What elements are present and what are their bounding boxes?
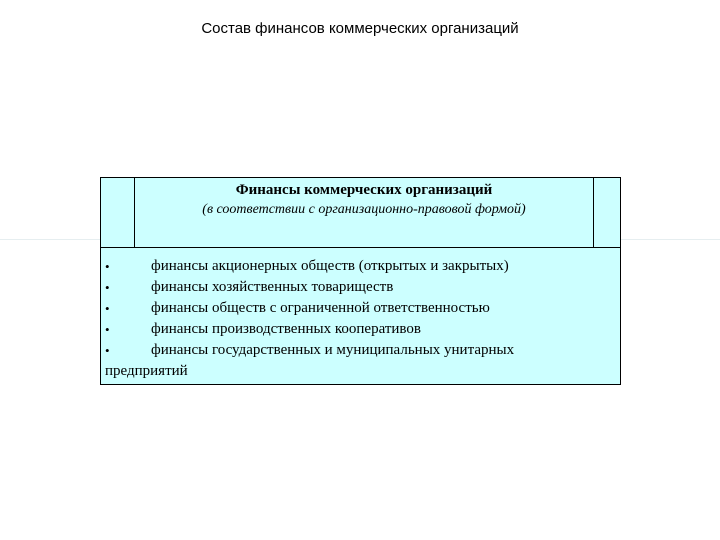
bullet-icon: • xyxy=(105,280,110,295)
finance-scheme-box xyxy=(100,177,621,385)
scheme-header xyxy=(101,178,620,248)
bullet-icon: • xyxy=(105,343,110,358)
header-left-cell xyxy=(101,178,135,247)
list-item xyxy=(105,256,616,277)
list-item xyxy=(105,319,616,340)
list-item-text: финансы акционерных обществ (открытых и закрытых) xyxy=(151,258,509,274)
list-item-text: финансы хозяйственных товариществ xyxy=(151,279,394,295)
list-item-continuation: предприятий xyxy=(105,363,188,379)
bullet-icon: • xyxy=(105,259,110,274)
bullet-icon: • xyxy=(105,322,110,337)
scheme-header-subtitle: (в соответствии с организационно-правовой формой) xyxy=(202,202,526,217)
list-item xyxy=(105,277,616,298)
scheme-header-title: Финансы коммерческих организаций xyxy=(235,182,493,198)
list-item xyxy=(105,340,616,361)
scheme-item-list xyxy=(105,256,616,382)
bullet-icon: • xyxy=(105,301,110,316)
list-item-text: финансы государственных и муниципальных унитарных xyxy=(151,342,515,358)
list-item xyxy=(105,298,616,319)
slide-title: Состав финансов коммерческих организаций xyxy=(201,20,519,37)
header-center-cell xyxy=(135,180,593,220)
header-right-cell xyxy=(593,178,620,247)
list-item-text: финансы обществ с ограниченной ответственностью xyxy=(151,300,490,316)
list-item-text: финансы производственных кооперативов xyxy=(151,321,421,337)
